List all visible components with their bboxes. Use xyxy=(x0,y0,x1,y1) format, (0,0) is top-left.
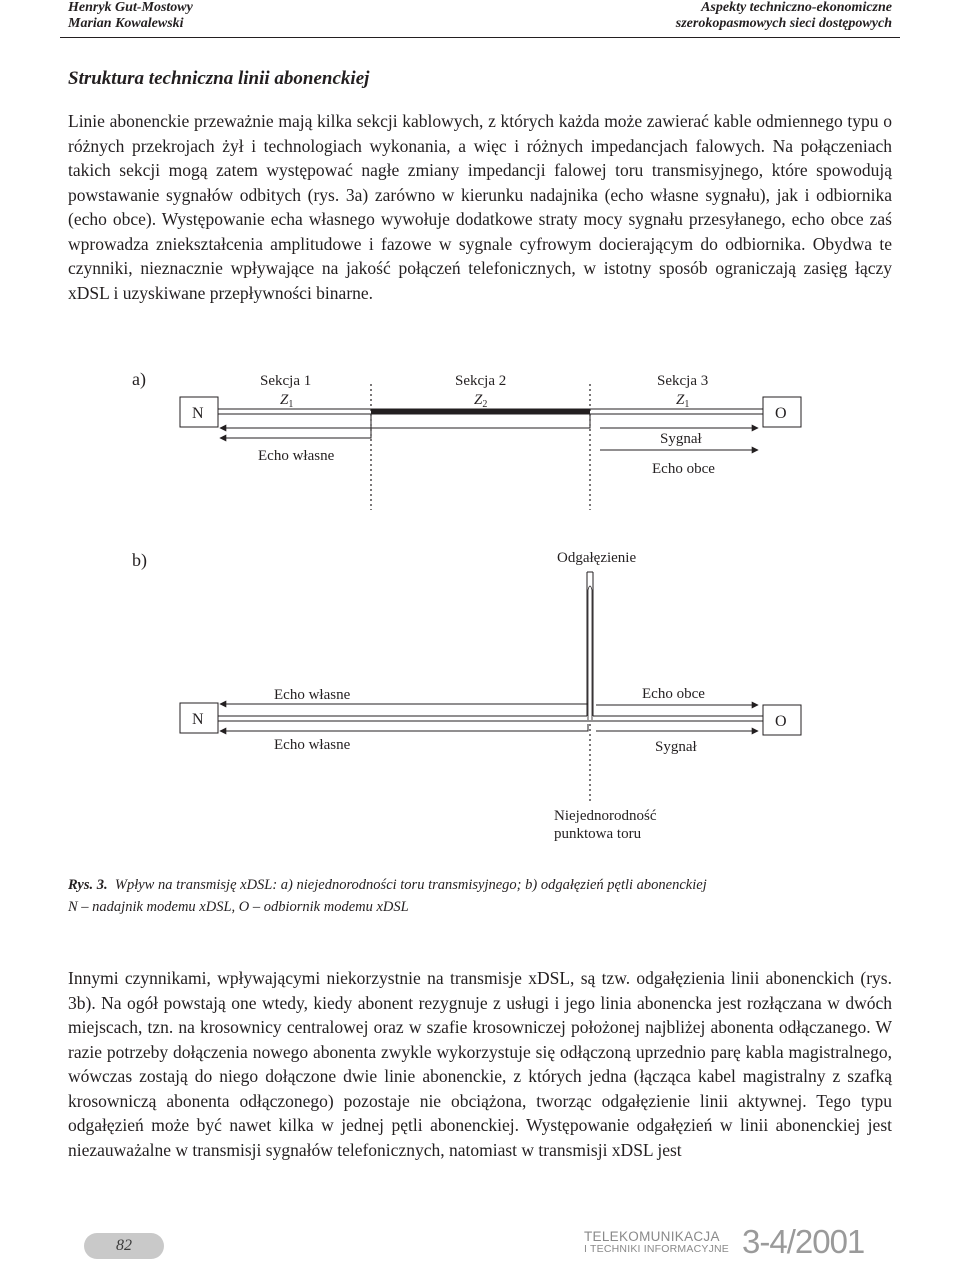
caption-legend: N – nadajnik modemu xDSL, O – odbiornik modemu xDSL xyxy=(68,899,409,915)
transmitter-label-a: N xyxy=(192,405,204,422)
author-2: Marian Kowalewski xyxy=(68,16,184,31)
branch-inner-reflection xyxy=(588,586,592,720)
transmitter-label-b: N xyxy=(192,711,204,728)
header-title-line-1: Aspekty techniczno-ekonomiczne xyxy=(701,0,892,15)
journal-name xyxy=(584,1230,729,1256)
caption-label: Rys. 3. xyxy=(68,877,108,893)
echo-foreign-label-b: Echo obce xyxy=(642,686,705,702)
section-1-label: Sekcja 1 xyxy=(260,373,312,389)
diagram-b-label: b) xyxy=(132,550,147,570)
section-2-label: Sekcja 2 xyxy=(455,373,507,389)
section-3-label: Sekcja 3 xyxy=(657,373,709,389)
page-number: 82 xyxy=(84,1233,164,1259)
inhomogeneity-label-line-1: Niejednorodność xyxy=(554,808,657,824)
echo-foreign-label-a: Echo obce xyxy=(652,461,715,477)
signal-label-a: Sygnał xyxy=(660,431,702,447)
author-1: Henryk Gut-Mostowy xyxy=(68,0,193,15)
figure-caption xyxy=(68,874,908,918)
echo-own-label-a: Echo własne xyxy=(258,448,335,464)
section-3-impedance: $Z_1$ xyxy=(676,392,690,410)
echo-own-path-inner-a xyxy=(220,416,590,428)
echo-own-label-bottom-b: Echo własne xyxy=(274,737,351,753)
running-header-authors xyxy=(68,0,193,32)
figure-3 xyxy=(0,350,960,870)
issue-number: 3-4/2001 xyxy=(742,1223,865,1260)
section-2-impedance: $Z_2$ xyxy=(474,392,488,410)
paragraph-2: Innymi czynnikami, wpływającymi niekorzystnie na transmisje xDSL, są tzw. odgałęzienia linii abonenckich (rys. 3b). Na ogół powstają one wtedy, kiedy abonent rezygnuje z usługi i jego linia abonencka jest rozłączana w dwóch miejscach, tzn. na krosownicy centralowej oraz w szafie krosowniczej położonej najbliżej abonenta odłączanego. W razie potrzeby dołączenia nowego abonenta zwykle wykorzystuje się odłączoną uprzednio parę kabla magistralnego, wówczas zostają do niego dołączone dwie linie abonenckie, z których jedna (łącząca kabel magistralny z szafką krosowniczą abonenta odłączonego) pozostaje nie obciążona, tworząc odgałęzienie linii aktywnej. Tego typu odgałęzień może być nawet kilka w jednej pętli abonenckiej. Występowanie odgałęzień w linii abonenckiej jest niezauważalne w transmisji sygnałów telefonicznych, natomiast w transmisji xDSL jest xyxy=(68,968,892,1160)
echo-own-label-top-b: Echo własne xyxy=(274,687,351,703)
diagram-a-label: a) xyxy=(132,369,146,389)
header-title-line-2: szerokopasmowych sieci dostępowych xyxy=(675,16,892,31)
paragraph-1: Linie abonenckie przeważnie mają kilka sekcji kablowych, z których każda może zawierać kable odmiennego typu o różnych przekrojach żył i technologiach wykonania, a więc i różnych impedancjach falowych. Na połączeniach takich sekcji mogą zatem występować nagłe zmiany impedancji falowej toru transmisyjnego, które spowodują powstawanie sygnałów odbitych (rys. 3a) zarówno w kierunku nadajnika (echo własne sygnału), jak i odbiornika (echo obce). Występowanie echa własnego wywołuje dodatkowe straty mocy sygnału przesyłanego, echo obce zaś wprowadza zniekształcenia amplitudowe i fazowe w sygnale cyfrowym docierającym do odbiornika. Obydwa te czynniki, nieznacznie wpływające na jakość połączeń telefonicznych, w istotny sposób ograniczają zasięg łączy xDSL i uzyskiwane przepływności binarne. xyxy=(68,111,892,303)
journal-name-line-2: I TECHNIKI INFORMACYJNE xyxy=(584,1243,730,1255)
running-header-title xyxy=(676,0,892,32)
echo-own-path-bottom-b xyxy=(220,724,588,731)
caption-text: Wpływ na transmisję xDSL: a) niejednorodności toru transmisyjnego; b) odgałęzień pętli abonenckiej xyxy=(114,877,707,893)
receiver-label-a: O xyxy=(775,405,787,422)
receiver-label-b: O xyxy=(775,713,787,730)
signal-label-b: Sygnał xyxy=(655,739,697,755)
section-title: Struktura techniczna linii abonenckiej xyxy=(68,68,370,89)
page-footer xyxy=(0,1220,960,1263)
journal-name-line-1: TELEKOMUNIKACJA xyxy=(584,1229,720,1244)
echo-own-path-outer-a xyxy=(220,416,371,438)
section-1-impedance: $Z_1$ xyxy=(280,392,294,410)
branch-label: Odgałęzienie xyxy=(557,550,637,566)
header-rule xyxy=(60,37,900,38)
caption-line xyxy=(68,874,908,896)
inhomogeneity-label-line-2: punktowa toru xyxy=(554,826,642,842)
